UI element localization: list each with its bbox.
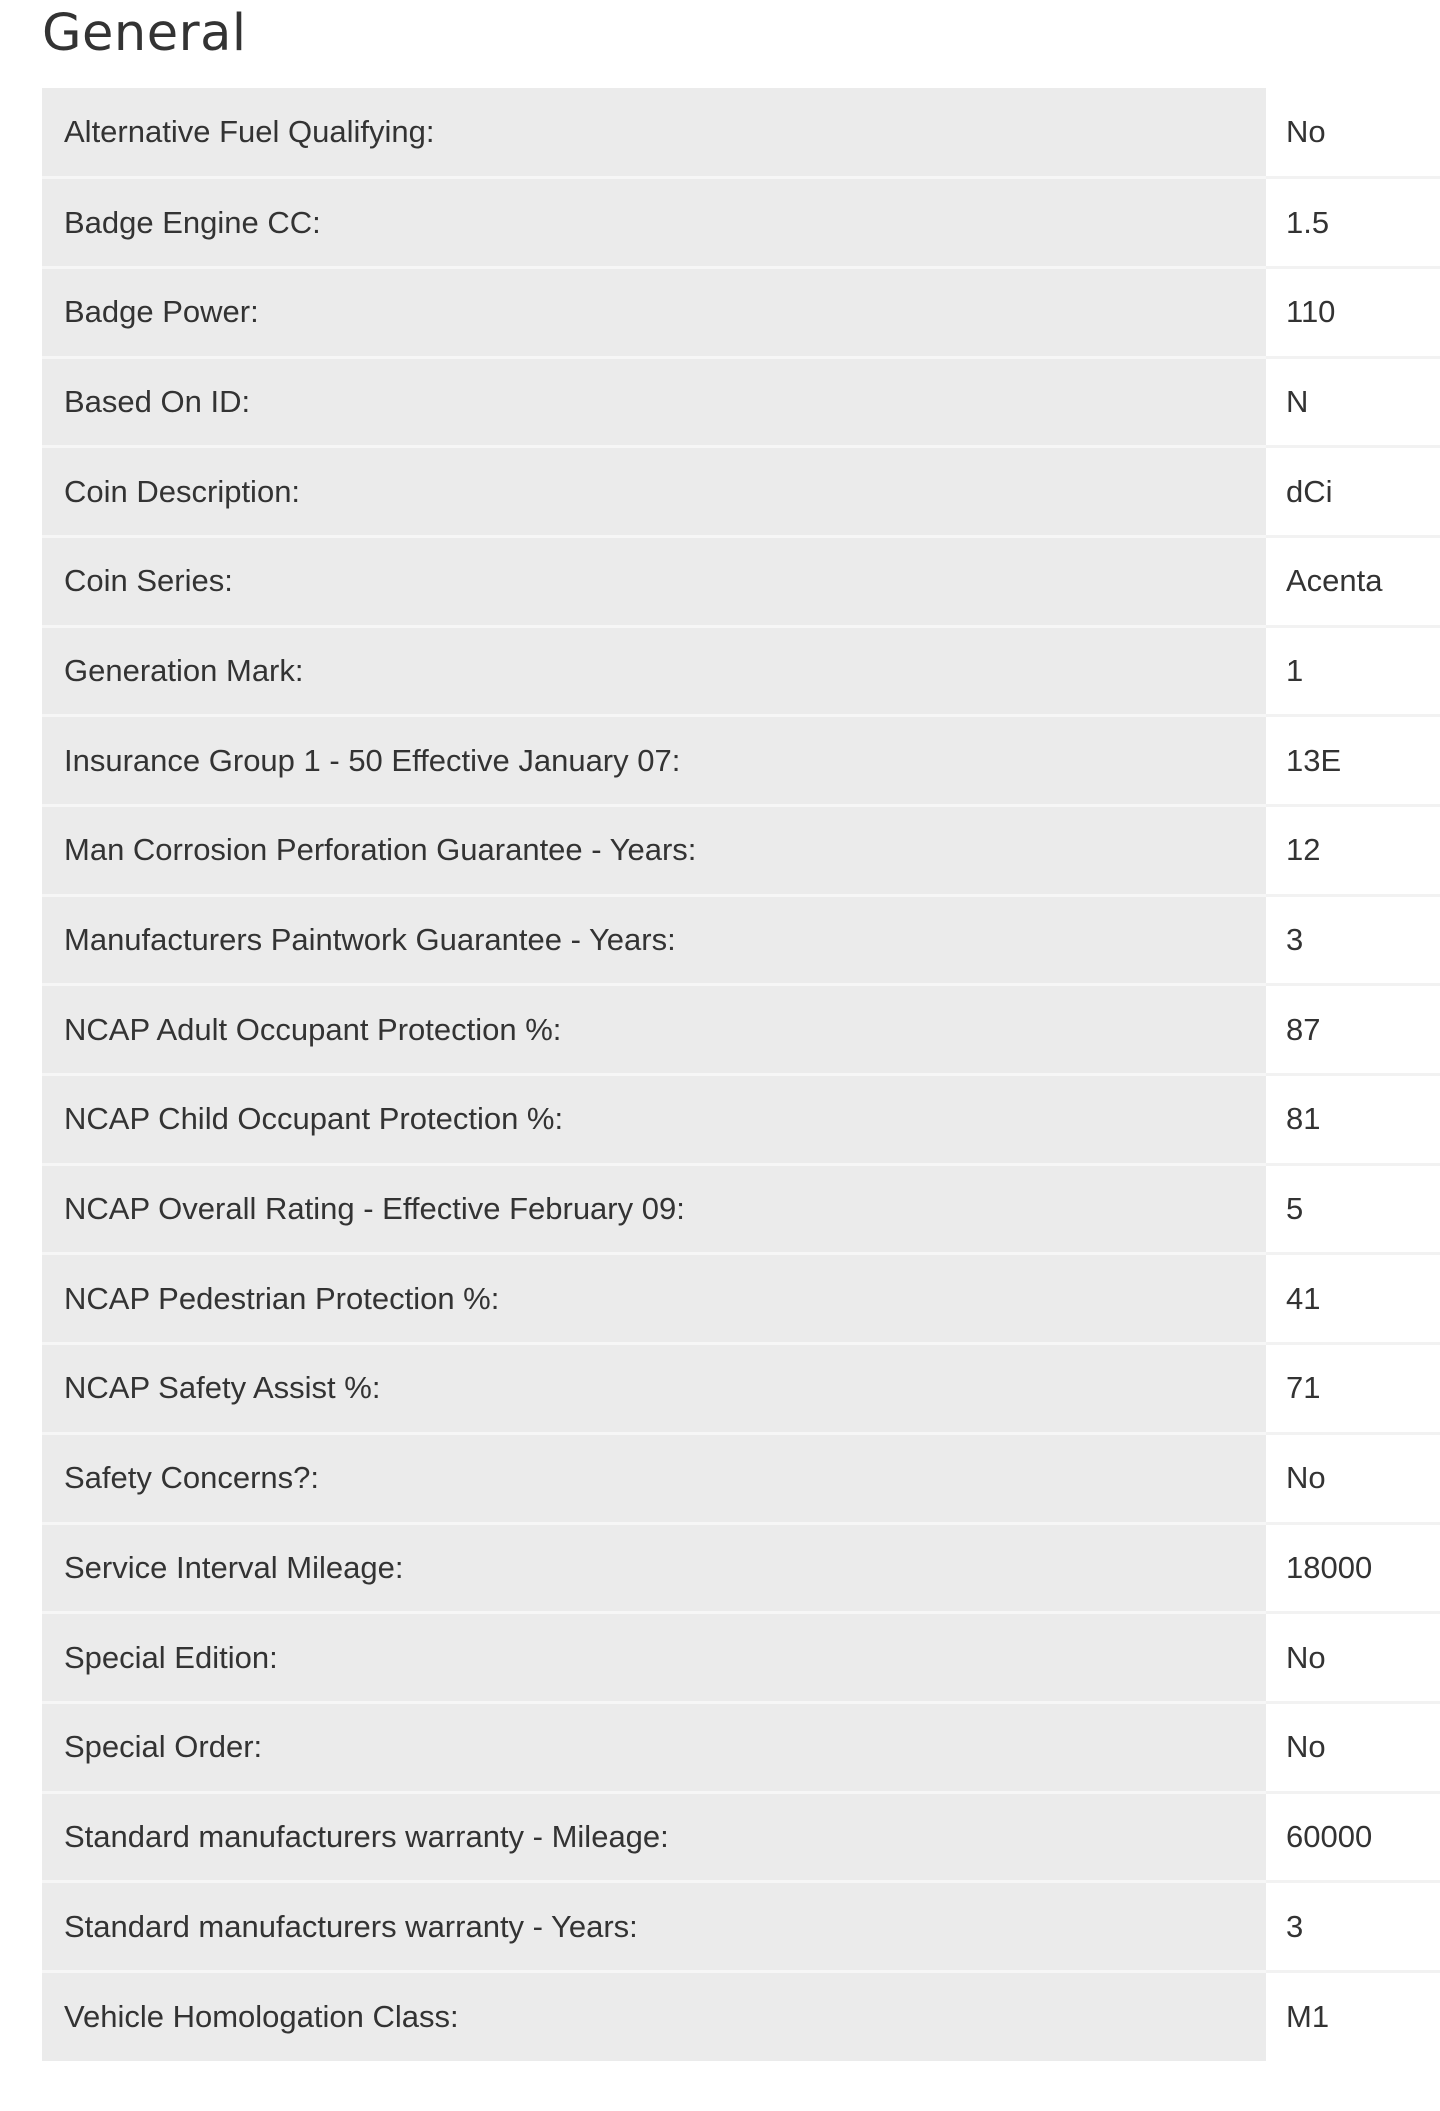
table-row — [42, 178, 1440, 268]
spec-value: 41 — [1266, 1254, 1440, 1344]
spec-value: 3 — [1266, 895, 1440, 985]
spec-value: 1.5 — [1266, 178, 1440, 268]
spec-value: 18000 — [1266, 1523, 1440, 1613]
spec-label: Man Corrosion Perforation Guarantee - Years: — [42, 806, 1266, 896]
table-row — [42, 1971, 1440, 2061]
table-row — [42, 806, 1440, 896]
spec-label: NCAP Adult Occupant Protection %: — [42, 985, 1266, 1075]
table-row — [42, 1702, 1440, 1792]
spec-value: N — [1266, 357, 1440, 447]
spec-label: Generation Mark: — [42, 626, 1266, 716]
table-row — [42, 447, 1440, 537]
spec-label: Standard manufacturers warranty - Years: — [42, 1882, 1266, 1972]
spec-label: Safety Concerns?: — [42, 1433, 1266, 1523]
table-row — [42, 88, 1440, 178]
table-row — [42, 1792, 1440, 1882]
table-row — [42, 1075, 1440, 1165]
spec-value: No — [1266, 1433, 1440, 1523]
table-row — [42, 357, 1440, 447]
spec-value: dCi — [1266, 447, 1440, 537]
spec-label: Vehicle Homologation Class: — [42, 1971, 1266, 2061]
table-row — [42, 626, 1440, 716]
spec-value: 5 — [1266, 1164, 1440, 1254]
table-row — [42, 1882, 1440, 1972]
table-row — [42, 716, 1440, 806]
spec-label: Special Edition: — [42, 1613, 1266, 1703]
table-row — [42, 1433, 1440, 1523]
spec-value: 71 — [1266, 1344, 1440, 1434]
spec-label: Coin Series: — [42, 536, 1266, 626]
spec-label: NCAP Pedestrian Protection %: — [42, 1254, 1266, 1344]
spec-value: No — [1266, 88, 1440, 178]
spec-table — [42, 88, 1440, 2061]
spec-value: 60000 — [1266, 1792, 1440, 1882]
spec-label: Based On ID: — [42, 357, 1266, 447]
table-row — [42, 1344, 1440, 1434]
table-row — [42, 985, 1440, 1075]
spec-label: Standard manufacturers warranty - Mileage: — [42, 1792, 1266, 1882]
spec-value: 1 — [1266, 626, 1440, 716]
spec-value: 3 — [1266, 1882, 1440, 1972]
spec-value: 13E — [1266, 716, 1440, 806]
spec-value: No — [1266, 1702, 1440, 1792]
spec-label: Special Order: — [42, 1702, 1266, 1792]
spec-value: 81 — [1266, 1075, 1440, 1165]
table-row — [42, 895, 1440, 985]
table-row — [42, 1523, 1440, 1613]
spec-label: NCAP Child Occupant Protection %: — [42, 1075, 1266, 1165]
table-row — [42, 1164, 1440, 1254]
spec-label: Manufacturers Paintwork Guarantee - Years: — [42, 895, 1266, 985]
spec-value: Acenta — [1266, 536, 1440, 626]
spec-label: Service Interval Mileage: — [42, 1523, 1266, 1613]
table-row — [42, 1254, 1440, 1344]
spec-label: Insurance Group 1 - 50 Effective January 07: — [42, 716, 1266, 806]
spec-label: Badge Engine CC: — [42, 178, 1266, 268]
spec-label: Coin Description: — [42, 447, 1266, 537]
table-row — [42, 1613, 1440, 1703]
spec-value: M1 — [1266, 1971, 1440, 2061]
table-row — [42, 536, 1440, 626]
spec-value: 87 — [1266, 985, 1440, 1075]
spec-value: No — [1266, 1613, 1440, 1703]
spec-table-body — [42, 88, 1440, 2061]
section-title: General — [42, 4, 247, 63]
table-row — [42, 267, 1440, 357]
spec-label: Alternative Fuel Qualifying: — [42, 88, 1266, 178]
spec-value: 110 — [1266, 267, 1440, 357]
spec-label: NCAP Overall Rating - Effective February 09: — [42, 1164, 1266, 1254]
spec-label: Badge Power: — [42, 267, 1266, 357]
spec-label: NCAP Safety Assist %: — [42, 1344, 1266, 1434]
spec-value: 12 — [1266, 806, 1440, 896]
